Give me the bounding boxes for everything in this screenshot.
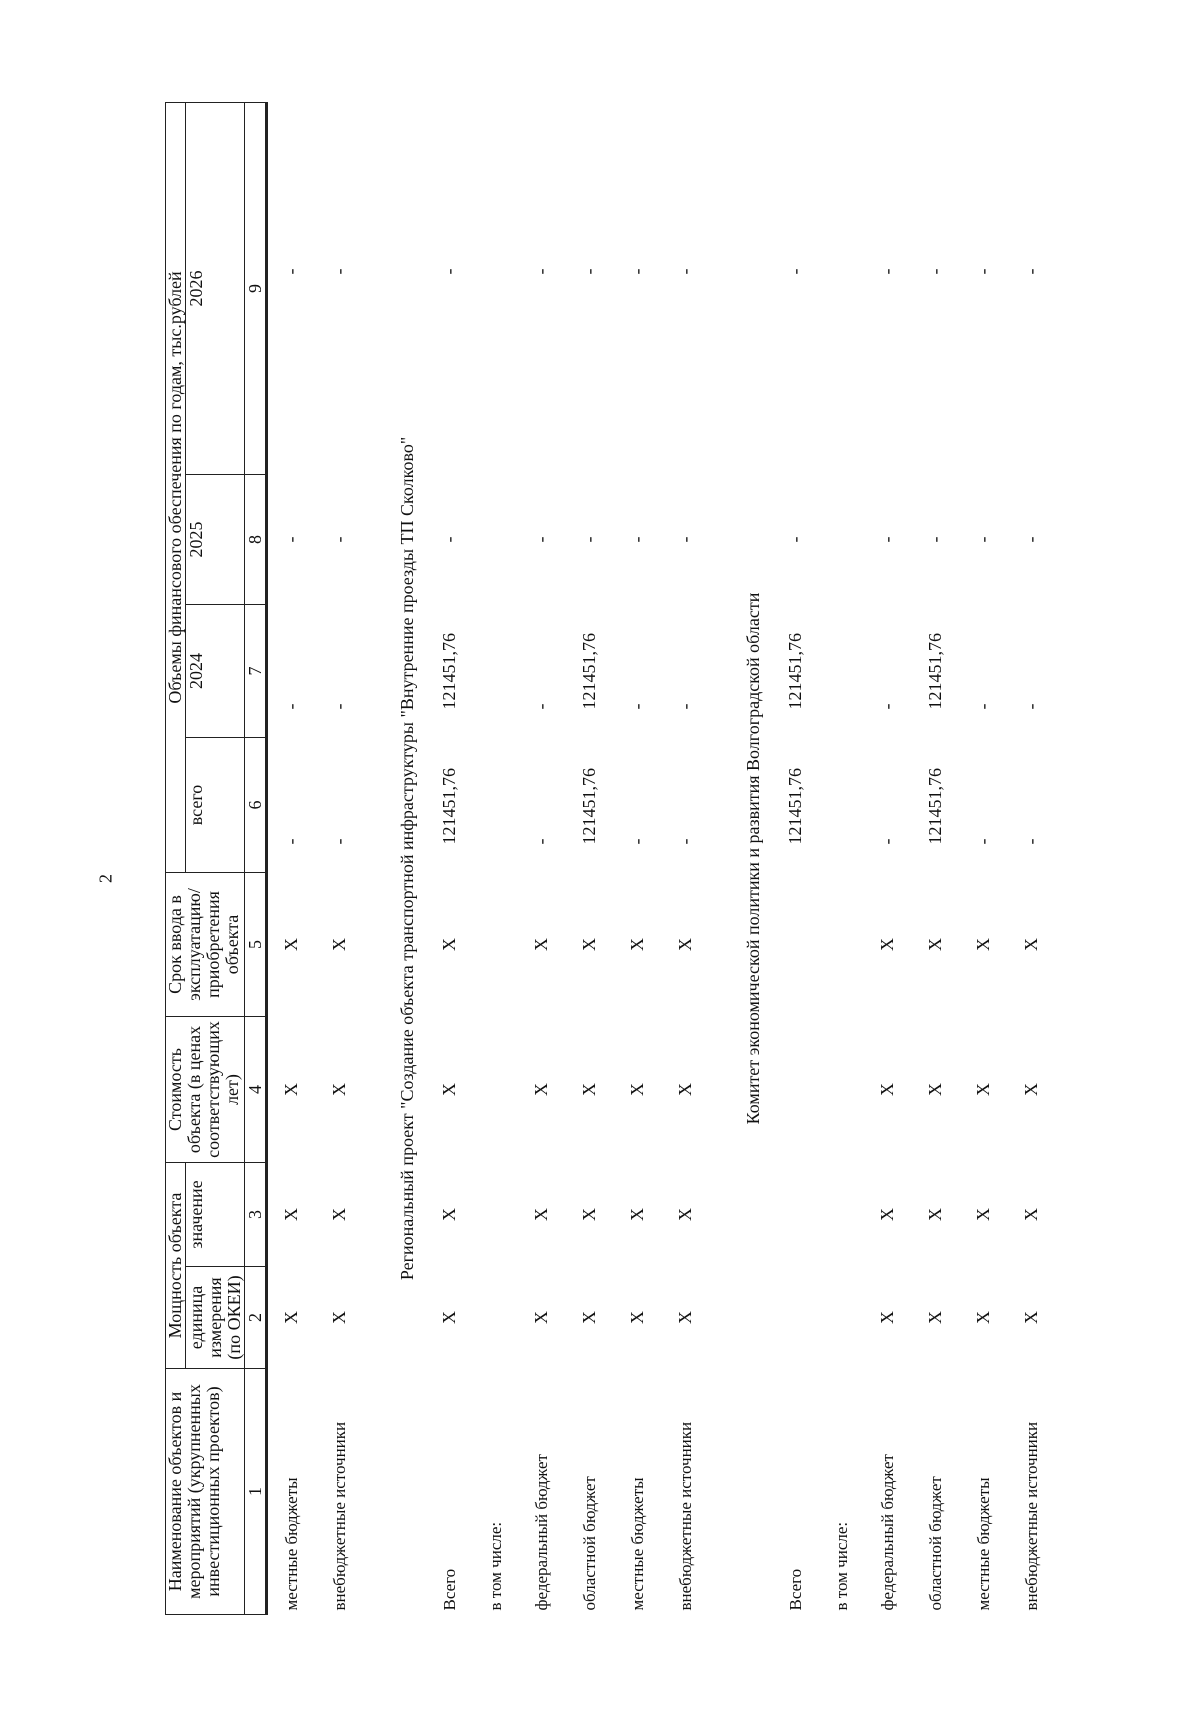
cell-c9: -	[785, 268, 806, 275]
cell-c7: -	[675, 703, 696, 710]
section-heading-row	[710, 102, 772, 1614]
cell-c8: -	[925, 536, 946, 543]
header-cost: Стоимость объекта (в ценах соответствующих лет)	[166, 1017, 245, 1163]
cell-c8: -	[877, 536, 898, 543]
row-label: внебюджетные источники	[329, 1421, 349, 1611]
cell-c4	[772, 1017, 820, 1163]
subheading-row	[474, 102, 518, 1614]
cell-c2: X	[675, 1311, 696, 1324]
cell-c6: -	[877, 838, 898, 845]
header-power-unit: единица измерения (по ОКЕИ)	[185, 1267, 244, 1369]
cell-c8: -	[579, 536, 600, 543]
cell-c2	[772, 1267, 820, 1369]
header-num-2: 2	[244, 1267, 266, 1369]
row-label: Всего	[785, 1568, 805, 1611]
cell-c6: -	[281, 838, 302, 845]
cell-c5: X	[281, 938, 302, 951]
cell-c2: X	[1021, 1311, 1042, 1324]
row-label: Всего	[439, 1568, 459, 1611]
section-heading: Региональный проект "Создание объекта транспортной инфраструктуры "Внутренние проезды ТП Сколково"	[396, 436, 417, 1281]
header-num-7: 7	[244, 605, 266, 738]
row-label: областной бюджет	[579, 1476, 599, 1611]
header-num-3: 3	[244, 1163, 266, 1267]
cell-c6: -	[973, 838, 994, 845]
cell-c5: X	[627, 938, 648, 951]
cell-c9: -	[627, 268, 648, 275]
cell-c4: X	[675, 1083, 696, 1096]
cell-c6: -	[627, 838, 648, 845]
cell-c4: X	[877, 1083, 898, 1096]
cell-c8: -	[675, 536, 696, 543]
cell-c2: X	[531, 1311, 552, 1324]
table-row	[566, 102, 614, 1614]
header-term: Срок ввода в эксплуатацию/ приобретения объекта	[166, 873, 245, 1017]
cell-c5: X	[439, 938, 460, 951]
cell-c9: -	[439, 268, 460, 275]
cell-c2: X	[627, 1311, 648, 1324]
cell-c6: -	[1021, 838, 1042, 845]
page-number: 2	[95, 874, 116, 883]
cell-c9: -	[1021, 268, 1042, 275]
cell-c5: X	[877, 938, 898, 951]
cell-c3: X	[329, 1208, 350, 1221]
header-total: всего	[185, 738, 244, 873]
cell-c4: X	[1021, 1083, 1042, 1096]
cell-c7: -	[877, 703, 898, 710]
cell-c5: X	[973, 938, 994, 951]
cell-c4: X	[973, 1083, 994, 1096]
header-power-group: Мощность объекта	[166, 1163, 186, 1369]
cell-c3	[772, 1163, 820, 1267]
financing-table	[165, 102, 1056, 1615]
table-row	[662, 102, 710, 1614]
cell-c3: X	[627, 1208, 648, 1221]
cell-c3: X	[281, 1208, 302, 1221]
header-num-8: 8	[244, 475, 266, 605]
cell-c3: X	[877, 1208, 898, 1221]
cell-c9: -	[973, 268, 994, 275]
cell-c9: -	[675, 268, 696, 275]
header-object-name: Наименование объектов и мероприятий (укрупненных инвестиционных проектов)	[166, 1369, 245, 1615]
cell-c2: X	[973, 1311, 994, 1324]
table-row	[912, 102, 960, 1614]
cell-c7: -	[281, 703, 302, 710]
table-row	[426, 102, 474, 1614]
cell-c9: -	[329, 268, 350, 275]
cell-c3: X	[439, 1208, 460, 1221]
cell-c9: -	[579, 268, 600, 275]
cell-c4: X	[531, 1083, 552, 1096]
cell-c8: -	[1021, 536, 1042, 543]
header-num-5: 5	[244, 873, 266, 1017]
cell-c8: -	[329, 536, 350, 543]
cell-c6: -	[675, 838, 696, 845]
row-label: областной бюджет	[925, 1476, 945, 1611]
table-row	[864, 102, 912, 1614]
header-year-2025: 2025	[185, 475, 244, 605]
table-row	[1008, 102, 1056, 1614]
cell-c5: X	[675, 938, 696, 951]
cell-c7: -	[627, 703, 648, 710]
cell-c5	[772, 873, 820, 1017]
cell-c7: 121451,76	[785, 633, 806, 710]
cell-c6: -	[329, 838, 350, 845]
header-num-4: 4	[244, 1017, 266, 1163]
cell-c8: -	[281, 536, 302, 543]
cell-c4: X	[579, 1083, 600, 1096]
cell-c4: X	[627, 1083, 648, 1096]
row-label: местные бюджеты	[973, 1477, 993, 1611]
cell-c8: -	[785, 536, 806, 543]
cell-c2: X	[877, 1311, 898, 1324]
cell-c8: -	[627, 536, 648, 543]
cell-c8: -	[973, 536, 994, 543]
cell-c9: -	[281, 268, 302, 275]
cell-c9: -	[925, 268, 946, 275]
cell-c4: X	[925, 1083, 946, 1096]
subheading-row	[820, 102, 864, 1614]
cell-c7: -	[973, 703, 994, 710]
cell-c8: -	[439, 536, 460, 543]
cell-c4: X	[439, 1083, 460, 1096]
cell-c3: X	[1021, 1208, 1042, 1221]
cell-c3: X	[531, 1208, 552, 1221]
table-row	[518, 102, 566, 1614]
row-label: внебюджетные источники	[675, 1421, 695, 1611]
cell-c5: X	[329, 938, 350, 951]
header-num-9: 9	[244, 102, 266, 474]
table-row	[960, 102, 1008, 1614]
header-year-2024: 2024	[185, 605, 244, 738]
row-label: местные бюджеты	[627, 1477, 647, 1611]
table-row	[266, 102, 316, 1614]
cell-c2: X	[439, 1311, 460, 1324]
row-label: местные бюджеты	[281, 1477, 301, 1611]
cell-c5: X	[1021, 938, 1042, 951]
row-label: федеральный бюджет	[531, 1454, 551, 1611]
cell-c5: X	[579, 938, 600, 951]
cell-c2: X	[579, 1311, 600, 1324]
row-label: в том числе:	[831, 1521, 851, 1611]
cell-c3: X	[925, 1208, 946, 1221]
cell-c9: -	[877, 268, 898, 275]
table-row	[772, 102, 820, 1614]
cell-c7: 121451,76	[925, 633, 946, 710]
header-finance-group: Объемы финансового обеспечения по годам, тыс.рублей	[166, 102, 186, 872]
table-body	[266, 102, 1056, 1614]
row-label: внебюджетные источники	[1021, 1421, 1041, 1611]
rotated-table-frame	[165, 103, 1195, 1615]
cell-c6: 121451,76	[785, 768, 806, 845]
section-heading-row	[364, 102, 426, 1614]
header-num-1: 1	[244, 1369, 266, 1615]
cell-c3: X	[579, 1208, 600, 1221]
table-header	[166, 102, 267, 1614]
header-year-2026: 2026	[185, 102, 244, 474]
cell-c4: X	[329, 1083, 350, 1096]
cell-c6: 121451,76	[925, 768, 946, 845]
cell-c5: X	[925, 938, 946, 951]
section-heading: Комитет экономической политики и развития Волгоградской области	[742, 592, 763, 1125]
row-label: федеральный бюджет	[877, 1454, 897, 1611]
cell-c7: -	[531, 703, 552, 710]
table-row	[316, 102, 364, 1614]
cell-c3: X	[675, 1208, 696, 1221]
cell-c8: -	[531, 536, 552, 543]
cell-c7: -	[329, 703, 350, 710]
header-num-6: 6	[244, 738, 266, 873]
cell-c7: -	[1021, 703, 1042, 710]
header-power-value: значение	[185, 1163, 244, 1267]
table-row	[614, 102, 662, 1614]
cell-c3: X	[973, 1208, 994, 1221]
row-label: в том числе:	[485, 1521, 505, 1611]
cell-c7: 121451,76	[439, 633, 460, 710]
cell-c4: X	[281, 1083, 302, 1096]
cell-c6: 121451,76	[579, 768, 600, 845]
cell-c6: 121451,76	[439, 768, 460, 845]
cell-c2: X	[281, 1311, 302, 1324]
cell-c9: -	[531, 268, 552, 275]
cell-c6: -	[531, 838, 552, 845]
cell-c5: X	[531, 938, 552, 951]
cell-c2: X	[329, 1311, 350, 1324]
cell-c2: X	[925, 1311, 946, 1324]
cell-c7: 121451,76	[579, 633, 600, 710]
